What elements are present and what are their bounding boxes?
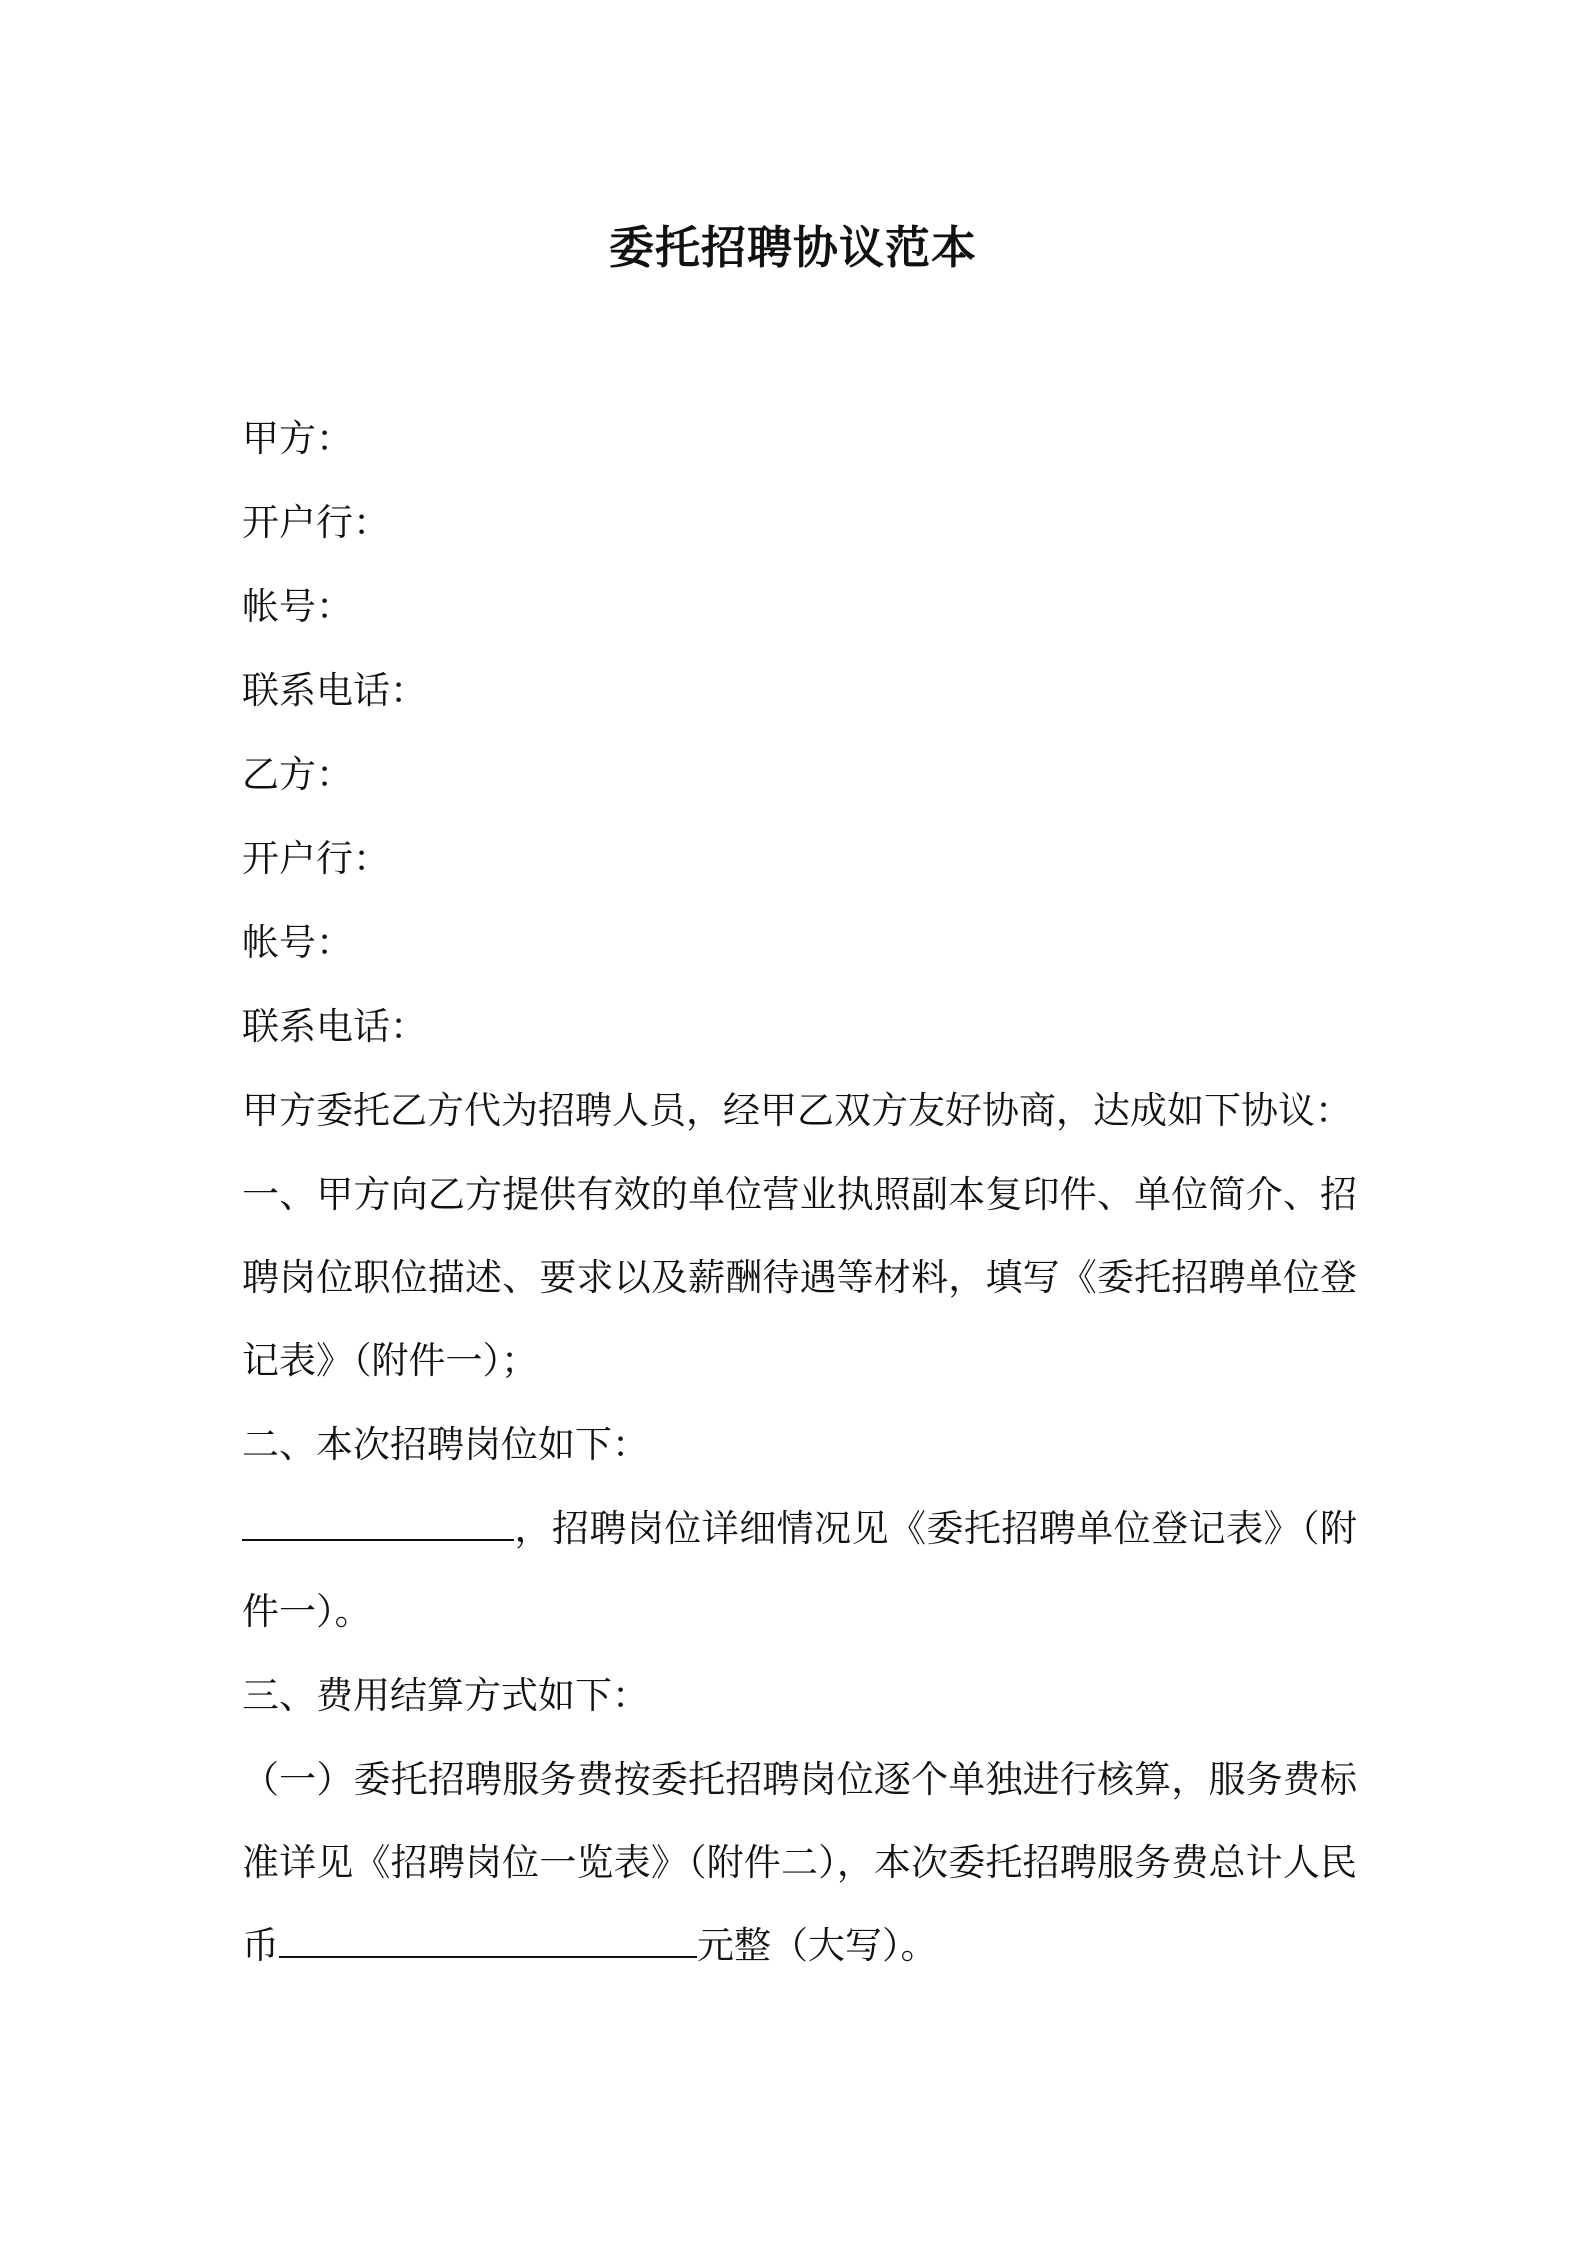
- clause-3-item-1-text: （一）委托招聘服务费按委托招聘岗位逐个单独进行核算，服务费标准详见《招聘岗位一览表》（附件二），本次委托招聘服务费总计人民币: [242, 1758, 1357, 1967]
- clause-2-body: [242, 1487, 1357, 1653]
- fee-amount-blank-line: [279, 1920, 697, 1958]
- clause-3-item-1-suffix: 元整（大写）。: [697, 1924, 938, 1967]
- clause-3-heading: 三、费用结算方式如下：: [242, 1674, 649, 1717]
- intro-paragraph: 甲方委托乙方代为招聘人员，经甲乙双方友好协商，达成如下协议：: [242, 1089, 1352, 1132]
- clause-3-item-1: [242, 1738, 1357, 1987]
- party-a-phone-label: 联系电话：: [242, 669, 427, 712]
- party-b-phone-label: 联系电话：: [242, 1005, 427, 1048]
- document-title: 委托招聘协议范本: [608, 221, 977, 274]
- party-a-bank-label: 开户行：: [242, 501, 390, 544]
- party-a-account-label: 帐号：: [242, 585, 353, 628]
- positions-blank-line: [242, 1503, 514, 1541]
- clause-2-heading: 二、本次招聘岗位如下：: [242, 1423, 649, 1466]
- party-a-label: 甲方：: [242, 417, 353, 460]
- clause-2-body-text: ，招聘岗位详细情况见《委托招聘单位登记表》（附件一）。: [242, 1507, 1357, 1633]
- party-b-label: 乙方：: [242, 753, 353, 796]
- party-b-account-label: 帐号：: [242, 921, 353, 964]
- party-b-bank-label: 开户行：: [242, 837, 390, 880]
- clause-1: 一、甲方向乙方提供有效的单位营业执照副本复印件、单位简介、招聘岗位职位描述、要求以及薪酬待遇等材料，填写《委托招聘单位登记表》（附件一）；: [242, 1173, 1357, 1382]
